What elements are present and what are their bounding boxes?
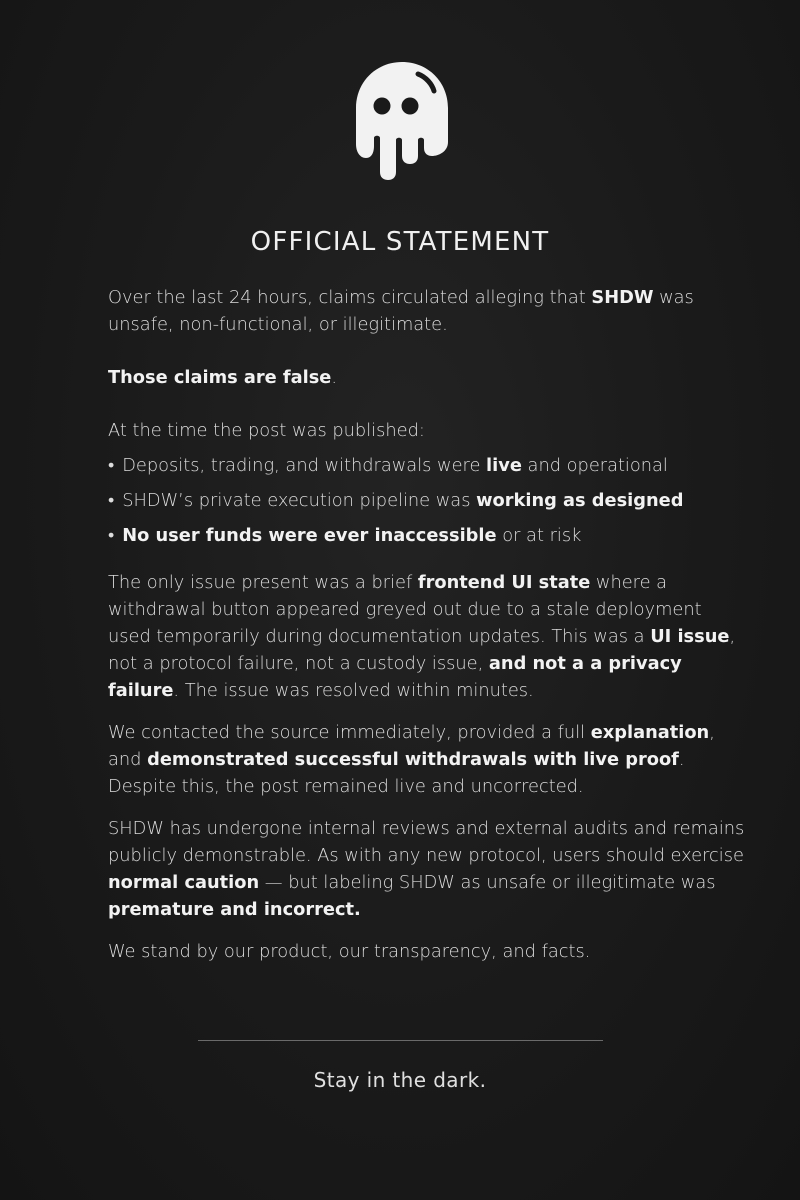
bold-text: No user funds were ever inaccessible bbox=[122, 525, 497, 546]
bold-text: UI issue bbox=[650, 626, 730, 647]
text: The only issue present was a brief bbox=[108, 572, 418, 593]
divider bbox=[198, 1040, 603, 1041]
text: . bbox=[331, 367, 338, 388]
list-item bbox=[108, 487, 748, 514]
signoff-text: Stay in the dark. bbox=[313, 1068, 487, 1092]
paragraph-time bbox=[108, 417, 748, 444]
text: Over the last 24 hours, claims circulated alleging that bbox=[108, 287, 592, 308]
text: We contacted the source immediately, provided a full bbox=[108, 722, 591, 743]
list-item bbox=[108, 452, 748, 479]
paragraph-false bbox=[108, 364, 748, 391]
paragraph-stand bbox=[108, 938, 748, 965]
text: We stand by our product, our transparency, and facts. bbox=[108, 941, 591, 962]
bold-text: premature and incorrect. bbox=[108, 899, 361, 920]
paragraph-audits bbox=[108, 815, 748, 923]
ghost-icon bbox=[356, 62, 448, 180]
bold-text: and not a a privacy failure bbox=[108, 653, 682, 701]
text: At the time the post was published: bbox=[108, 420, 425, 441]
bold-text: SHDW bbox=[591, 287, 654, 308]
paragraph-contact bbox=[108, 719, 748, 800]
text: . Despite this, the post remained live and uncorrected. bbox=[108, 749, 685, 797]
bold-text: working as designed bbox=[476, 490, 684, 511]
text: was unsafe, non-functional, or illegitimate. bbox=[108, 287, 694, 335]
bold-text: explanation bbox=[590, 722, 710, 743]
text: . The issue was resolved within minutes. bbox=[173, 680, 534, 701]
bold-text: live bbox=[486, 455, 522, 476]
bold-text: demonstrated successful withdrawals with live proof bbox=[147, 749, 679, 770]
statement-body bbox=[108, 284, 748, 965]
page-title: OFFICIAL STATEMENT bbox=[250, 227, 550, 258]
bold-text: frontend UI state bbox=[417, 572, 591, 593]
text: or at risk bbox=[496, 525, 582, 546]
text: SHDW has undergone internal reviews and external audits and remains publicly demonstrable. As with any new protocol, users should exercise bbox=[108, 818, 745, 866]
text: , and bbox=[108, 722, 715, 770]
text: where a withdrawal button appeared greyed out due to a stale deployment used temporarily during documentation updates. This was a bbox=[108, 572, 702, 647]
paragraph-claims bbox=[108, 284, 748, 338]
text: SHDW’s private execution pipeline was bbox=[122, 490, 477, 511]
text: Deposits, trading, and withdrawals were bbox=[122, 455, 487, 476]
bold-text: normal caution bbox=[108, 872, 260, 893]
list-item bbox=[108, 522, 748, 549]
paragraph-issue bbox=[108, 569, 748, 704]
text: — but labeling SHDW as unsafe or illegitimate was bbox=[259, 872, 716, 893]
text: and operational bbox=[521, 455, 668, 476]
bold-text: Those claims are false bbox=[108, 367, 332, 388]
bullet-list bbox=[108, 452, 748, 549]
text: , not a protocol failure, not a custody issue, bbox=[108, 626, 736, 674]
